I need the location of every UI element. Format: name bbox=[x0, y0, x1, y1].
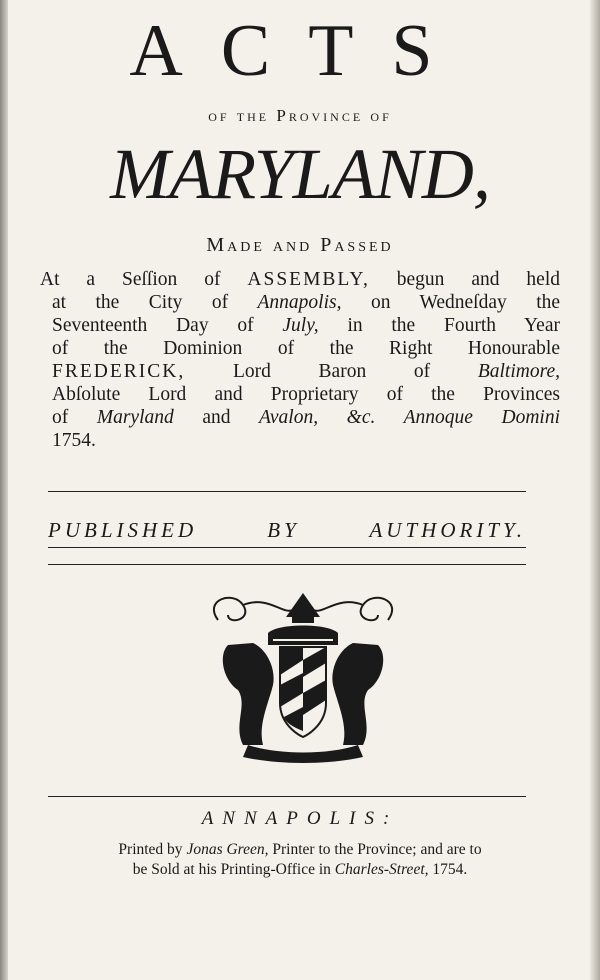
body-line-2-b: on Wedneſday the bbox=[370, 292, 561, 313]
annoque-domini: &c. Annoque Domini bbox=[346, 407, 560, 428]
charles-street: Charles-Street, bbox=[334, 861, 429, 878]
imprint-place: ANNAPOLIS: bbox=[201, 808, 399, 829]
body-line-1-b: begun and held bbox=[396, 269, 561, 290]
year-1754: 1754. bbox=[52, 430, 96, 451]
imprint-line-2 bbox=[0, 860, 600, 880]
maryland-word: Maryland bbox=[96, 407, 174, 428]
imprint-line-1-b: Printer to the Province; and are to bbox=[272, 841, 482, 858]
body-line-2 bbox=[40, 291, 560, 314]
title-acts: ACTS bbox=[129, 10, 471, 92]
rule-below-published-1 bbox=[48, 547, 526, 548]
maryland-coat-of-arms-icon bbox=[198, 585, 408, 765]
assembly-word: ASSEMBLY, bbox=[247, 269, 370, 290]
session-description bbox=[40, 268, 560, 452]
body-line-1 bbox=[40, 268, 560, 291]
body-line-3 bbox=[40, 314, 560, 337]
rule-above-imprint bbox=[48, 796, 526, 797]
body-line-7-a: of bbox=[52, 407, 69, 428]
subtitle-province bbox=[0, 106, 600, 126]
published-by-authority: PUBLISHED BY AUTHORITY. bbox=[48, 518, 526, 542]
body-line-5-b: Lord Baron of bbox=[232, 361, 431, 382]
printer-name: Jonas Green, bbox=[186, 841, 269, 858]
imprint-line-2-a: be Sold at his Printing-Office in bbox=[132, 861, 331, 878]
imprint-year: 1754. bbox=[432, 861, 468, 878]
july-word: July, bbox=[282, 315, 319, 336]
rule-above-published bbox=[48, 491, 526, 492]
body-line-5 bbox=[40, 360, 560, 383]
body-line-4-a: of the Dominion of the Right Honourable bbox=[52, 338, 560, 359]
body-line-7 bbox=[40, 406, 560, 429]
body-line-3-b: in the Fourth Year bbox=[347, 315, 560, 336]
imprint-line-1-a: Printed by bbox=[118, 841, 183, 858]
made-and-passed-text: Made and Passed bbox=[206, 234, 394, 256]
body-line-7-b: and bbox=[202, 407, 231, 428]
body-line-1-a: At a Seſſion of bbox=[40, 269, 221, 290]
body-line-8 bbox=[40, 429, 560, 452]
avalon-word: Avalon, bbox=[259, 407, 319, 428]
rule-below-published-2 bbox=[48, 564, 526, 565]
body-line-6 bbox=[40, 383, 560, 406]
frederick-word: FREDERICK, bbox=[52, 361, 186, 382]
imprint-line-1 bbox=[0, 840, 600, 860]
body-line-6-a: Abſolute Lord and Proprietary of the Provinces bbox=[52, 384, 560, 405]
body-line-3-a: Seventeenth Day of bbox=[52, 315, 254, 336]
body-line-2-a: at the City of bbox=[52, 292, 229, 313]
baltimore-word: Baltimore, bbox=[477, 361, 560, 382]
subtitle-province-text: of the Province of bbox=[208, 106, 392, 125]
body-line-4 bbox=[40, 337, 560, 360]
title-maryland: MARYLAND, bbox=[110, 134, 490, 214]
made-and-passed bbox=[0, 234, 600, 257]
imprint-text bbox=[0, 840, 600, 880]
annapolis-word: Annapolis, bbox=[257, 292, 342, 313]
